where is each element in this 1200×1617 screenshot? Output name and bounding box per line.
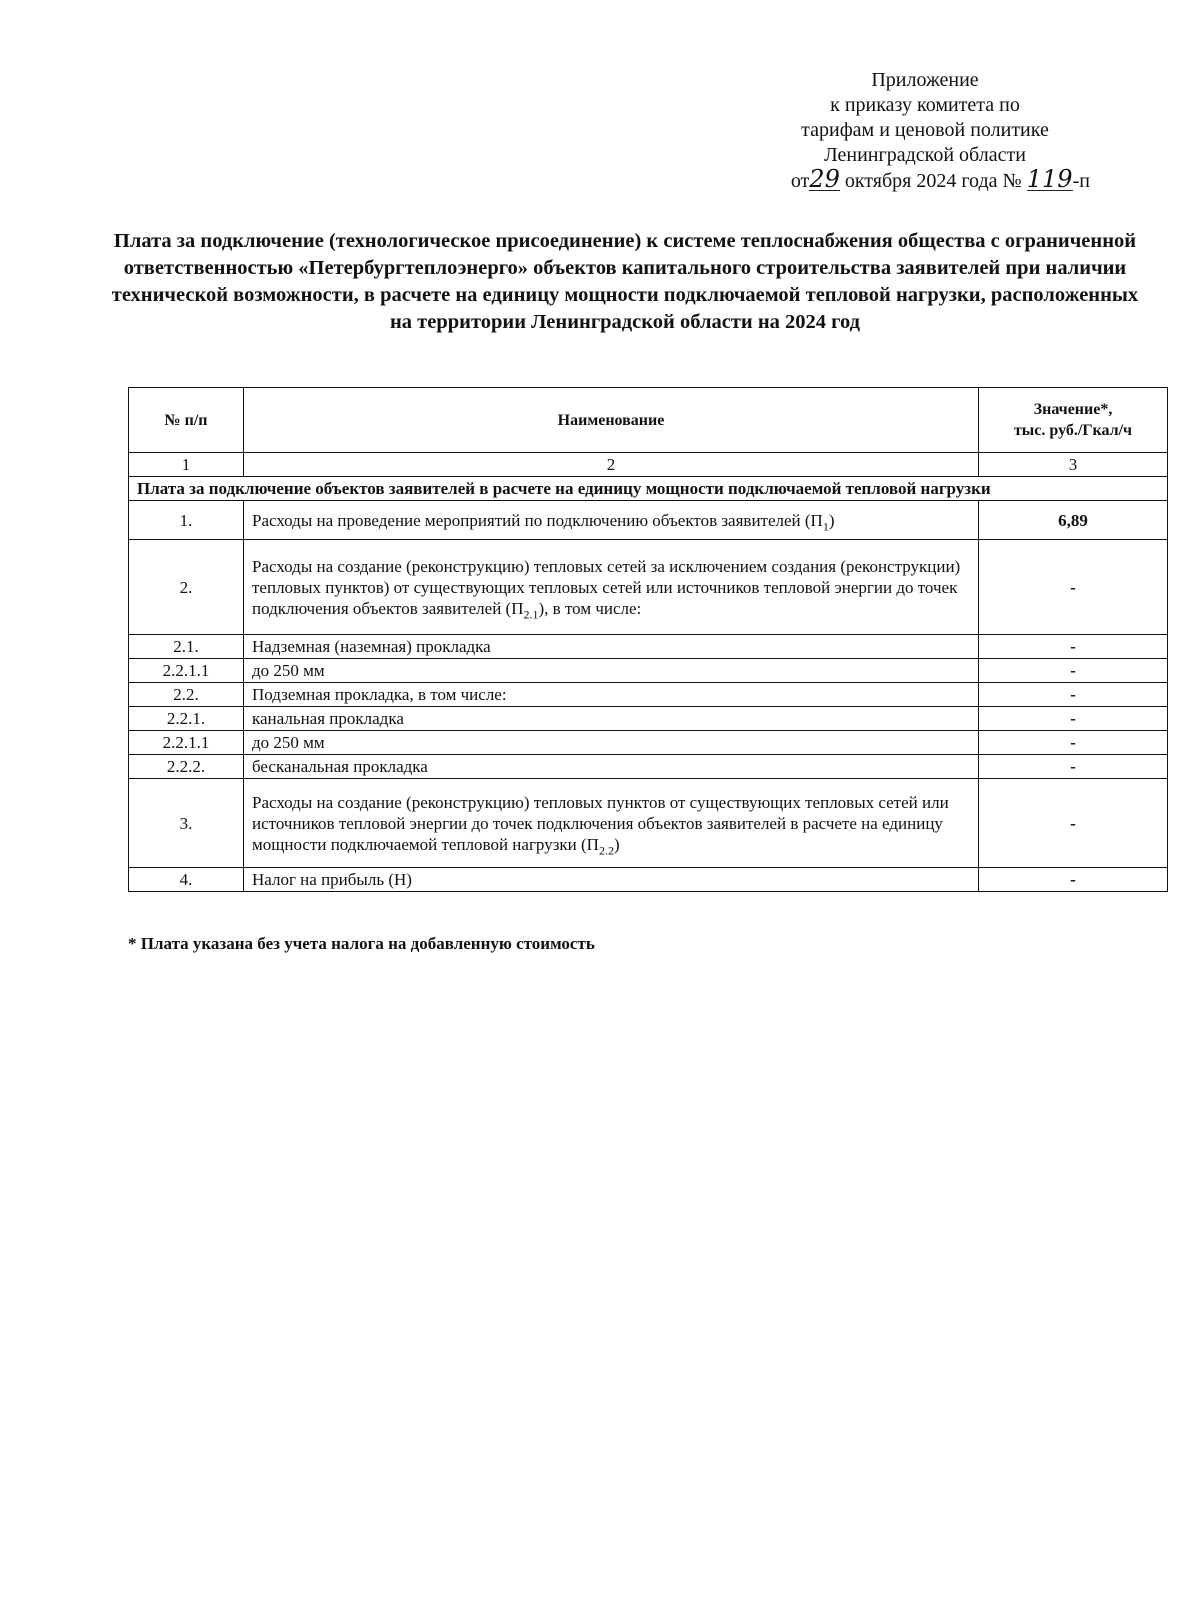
row-value: - xyxy=(979,659,1168,683)
row-num: 2. xyxy=(129,540,244,635)
column-number: 2 xyxy=(244,453,979,477)
row-name-tail: ) xyxy=(828,510,835,530)
handwritten-day: 29 xyxy=(809,165,840,193)
row-value: 6,89 xyxy=(979,501,1168,540)
row-name-sub: 2.1 xyxy=(523,606,539,621)
order-date-line xyxy=(760,165,1090,194)
row-value: - xyxy=(979,755,1168,779)
approval-line: к приказу комитета по xyxy=(830,94,1020,116)
table-row xyxy=(129,779,1168,868)
row-value: - xyxy=(979,683,1168,707)
row-name: Подземная прокладка, в том числе: xyxy=(244,683,979,707)
row-name xyxy=(244,540,979,635)
row-value: - xyxy=(979,707,1168,731)
row-name-tail: ), в том числе: xyxy=(538,598,642,618)
column-number-row xyxy=(129,453,1168,477)
header-value xyxy=(979,388,1168,453)
row-value: - xyxy=(979,731,1168,755)
table-row xyxy=(129,635,1168,659)
row-num: 2.1. xyxy=(129,635,244,659)
row-name-text: Расходы на создание (реконструкцию) тепловых пунктов от существующих тепловых сетей или источников тепловой энергии до точек подключения объектов заявителей в расчете на единицу мощности подключаемой тепловой нагрузки (П xyxy=(252,792,949,854)
row-name xyxy=(244,779,979,868)
row-num: 2.2.1. xyxy=(129,707,244,731)
section-row xyxy=(129,477,1168,501)
row-num: 2.2.1.1 xyxy=(129,659,244,683)
row-value: - xyxy=(979,635,1168,659)
row-name-sub: 2.2 xyxy=(598,842,614,857)
row-num: 2.2.2. xyxy=(129,755,244,779)
row-name: канальная прокладка xyxy=(244,707,979,731)
header-value-line1: Значение*, xyxy=(1033,401,1113,418)
approval-line: Ленинградской области xyxy=(824,144,1026,166)
header-name: Наименование xyxy=(244,388,979,453)
table-row xyxy=(129,683,1168,707)
row-value: - xyxy=(979,779,1168,868)
table-row xyxy=(129,501,1168,540)
approval-line: тарифам и ценовой политике xyxy=(801,119,1049,141)
table-row xyxy=(129,868,1168,892)
column-number: 3 xyxy=(979,453,1168,477)
row-name: бесканальная прокладка xyxy=(244,755,979,779)
date-suffix: -п xyxy=(1072,170,1090,192)
row-value: - xyxy=(979,540,1168,635)
row-name: до 250 мм xyxy=(244,659,979,683)
column-number: 1 xyxy=(129,453,244,477)
table-header-row xyxy=(129,388,1168,453)
row-name: Налог на прибыль (Н) xyxy=(244,868,979,892)
row-name-text: Расходы на создание (реконструкцию) тепловых сетей за исключением создания (реконструкции) тепловых пунктов) от существующих тепловых сетей или источников тепловой энергии до точек подключения объектов заявителей (П xyxy=(252,556,961,618)
row-num: 2.2. xyxy=(129,683,244,707)
approval-block xyxy=(760,68,1090,194)
row-name-tail: ) xyxy=(613,834,620,854)
document-title: Плата за подключение (технологическое присоединение) к системе теплоснабжения общества с ограниченной ответственностью «Петербургтеплоэнерго» объектов капитального строительства заявителей при наличии технической возможности, в расчете на единицу мощности подключаемой тепловой нагрузки, расположенных на территории Ленинградской области на 2024 год xyxy=(111,230,1139,333)
fee-table xyxy=(128,387,1168,892)
row-num: 4. xyxy=(129,868,244,892)
row-name: до 250 мм xyxy=(244,731,979,755)
row-num: 2.2.1.1 xyxy=(129,731,244,755)
table-row xyxy=(129,707,1168,731)
handwritten-order-number: 119 xyxy=(1026,165,1073,193)
row-name xyxy=(244,501,979,540)
footnote: * Плата указана без учета налога на добавленную стоимость xyxy=(128,934,595,953)
table-row xyxy=(129,755,1168,779)
row-name-sub: 1 xyxy=(822,518,829,533)
date-middle: октября 2024 года № xyxy=(844,170,1022,192)
section-heading: Плата за подключение объектов заявителей в расчете на единицу мощности подключаемой тепловой нагрузки xyxy=(129,477,1168,501)
row-name: Надземная (наземная) прокладка xyxy=(244,635,979,659)
row-value: - xyxy=(979,868,1168,892)
table-row xyxy=(129,731,1168,755)
header-num: № п/п xyxy=(129,388,244,453)
table-row xyxy=(129,659,1168,683)
date-prefix: от xyxy=(790,170,810,192)
row-name-text: Расходы на проведение мероприятий по подключению объектов заявителей (П xyxy=(252,510,823,530)
header-value-line2: тыс. руб./Гкал/ч xyxy=(1013,422,1133,439)
table-row xyxy=(129,540,1168,635)
approval-line: Приложение xyxy=(871,69,979,91)
row-num: 1. xyxy=(129,501,244,540)
row-num: 3. xyxy=(129,779,244,868)
